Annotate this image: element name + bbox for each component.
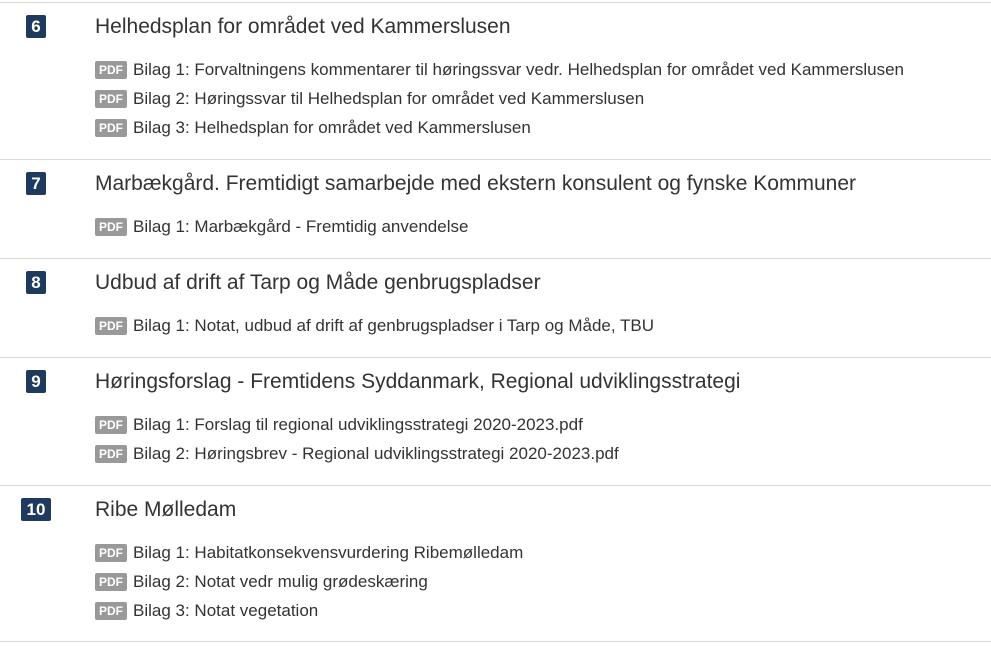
pdf-icon: PDF <box>95 90 127 108</box>
attachment-link[interactable] <box>95 212 468 241</box>
pdf-icon: PDF <box>95 119 127 137</box>
attachment-label[interactable]: Bilag 1: Notat, udbud af drift af genbrugspladser i Tarp og Måde, TBU <box>133 315 655 335</box>
pdf-icon: PDF <box>95 317 127 335</box>
item-number-badge: 7 <box>26 172 46 195</box>
attachment-label[interactable]: Bilag 1: Marbækgård - Fremtidig anvendelse <box>133 216 469 236</box>
item-title[interactable]: Marbækgård. Fremtidigt samarbejde med ekstern konsulent og fynske Kommuner <box>95 172 857 195</box>
pdf-icon: PDF <box>95 445 127 463</box>
attachment-link[interactable] <box>95 55 904 84</box>
attachment-label[interactable]: Bilag 1: Forslag til regional udviklingsstrategi 2020-2023.pdf <box>133 414 583 434</box>
pdf-icon: PDF <box>95 573 127 591</box>
item-number-badge: 6 <box>26 15 46 38</box>
pdf-icon: PDF <box>95 218 127 236</box>
attachment-link[interactable] <box>95 113 904 142</box>
attachment-list <box>95 311 654 340</box>
item-number-badge: 10 <box>21 498 51 521</box>
attachment-link[interactable] <box>95 538 523 567</box>
attachment-label[interactable]: Bilag 3: Notat vegetation <box>133 600 319 620</box>
attachment-label[interactable]: Bilag 2: Notat vedr mulig grødeskæring <box>133 571 428 591</box>
attachment-label[interactable]: Bilag 1: Habitatkonsekvensvurdering Ribemølledam <box>133 542 524 562</box>
agenda-item-10 <box>0 485 991 642</box>
attachment-link[interactable] <box>95 596 523 625</box>
item-number-badge: 8 <box>26 271 46 294</box>
pdf-icon: PDF <box>95 61 127 79</box>
attachment-link[interactable] <box>95 410 619 439</box>
pdf-icon: PDF <box>95 416 127 434</box>
item-number-badge: 9 <box>26 370 46 393</box>
attachment-list <box>95 538 523 625</box>
attachment-label[interactable]: Bilag 1: Forvaltningens kommentarer til høringssvar vedr. Helhedsplan for området ved Kammerslusen <box>133 59 905 79</box>
agenda-item-8 <box>0 258 991 357</box>
item-title[interactable]: Helhedsplan for området ved Kammerslusen <box>95 15 511 38</box>
item-title[interactable]: Ribe Mølledam <box>95 498 237 521</box>
attachment-list <box>95 410 619 468</box>
attachment-link[interactable] <box>95 567 523 596</box>
pdf-icon: PDF <box>95 602 127 620</box>
attachment-link[interactable] <box>95 84 904 113</box>
attachment-label[interactable]: Bilag 3: Helhedsplan for området ved Kammerslusen <box>133 117 531 137</box>
attachment-link[interactable] <box>95 439 619 468</box>
item-title[interactable]: Udbud af drift af Tarp og Måde genbrugspladser <box>95 271 541 294</box>
agenda-item-9 <box>0 357 991 485</box>
attachment-list <box>95 55 904 142</box>
pdf-icon: PDF <box>95 544 127 562</box>
attachment-label[interactable]: Bilag 2: Høringssvar til Helhedsplan for området ved Kammerslusen <box>133 88 645 108</box>
item-title[interactable]: Høringsforslag - Fremtidens Syddanmark, Regional udviklingsstrategi <box>95 370 741 393</box>
attachment-link[interactable] <box>95 311 654 340</box>
agenda-item-7 <box>0 159 991 258</box>
attachment-list <box>95 212 468 241</box>
agenda-item-6 <box>0 2 991 159</box>
attachment-label[interactable]: Bilag 2: Høringsbrev - Regional udviklingsstrategi 2020-2023.pdf <box>133 443 619 463</box>
